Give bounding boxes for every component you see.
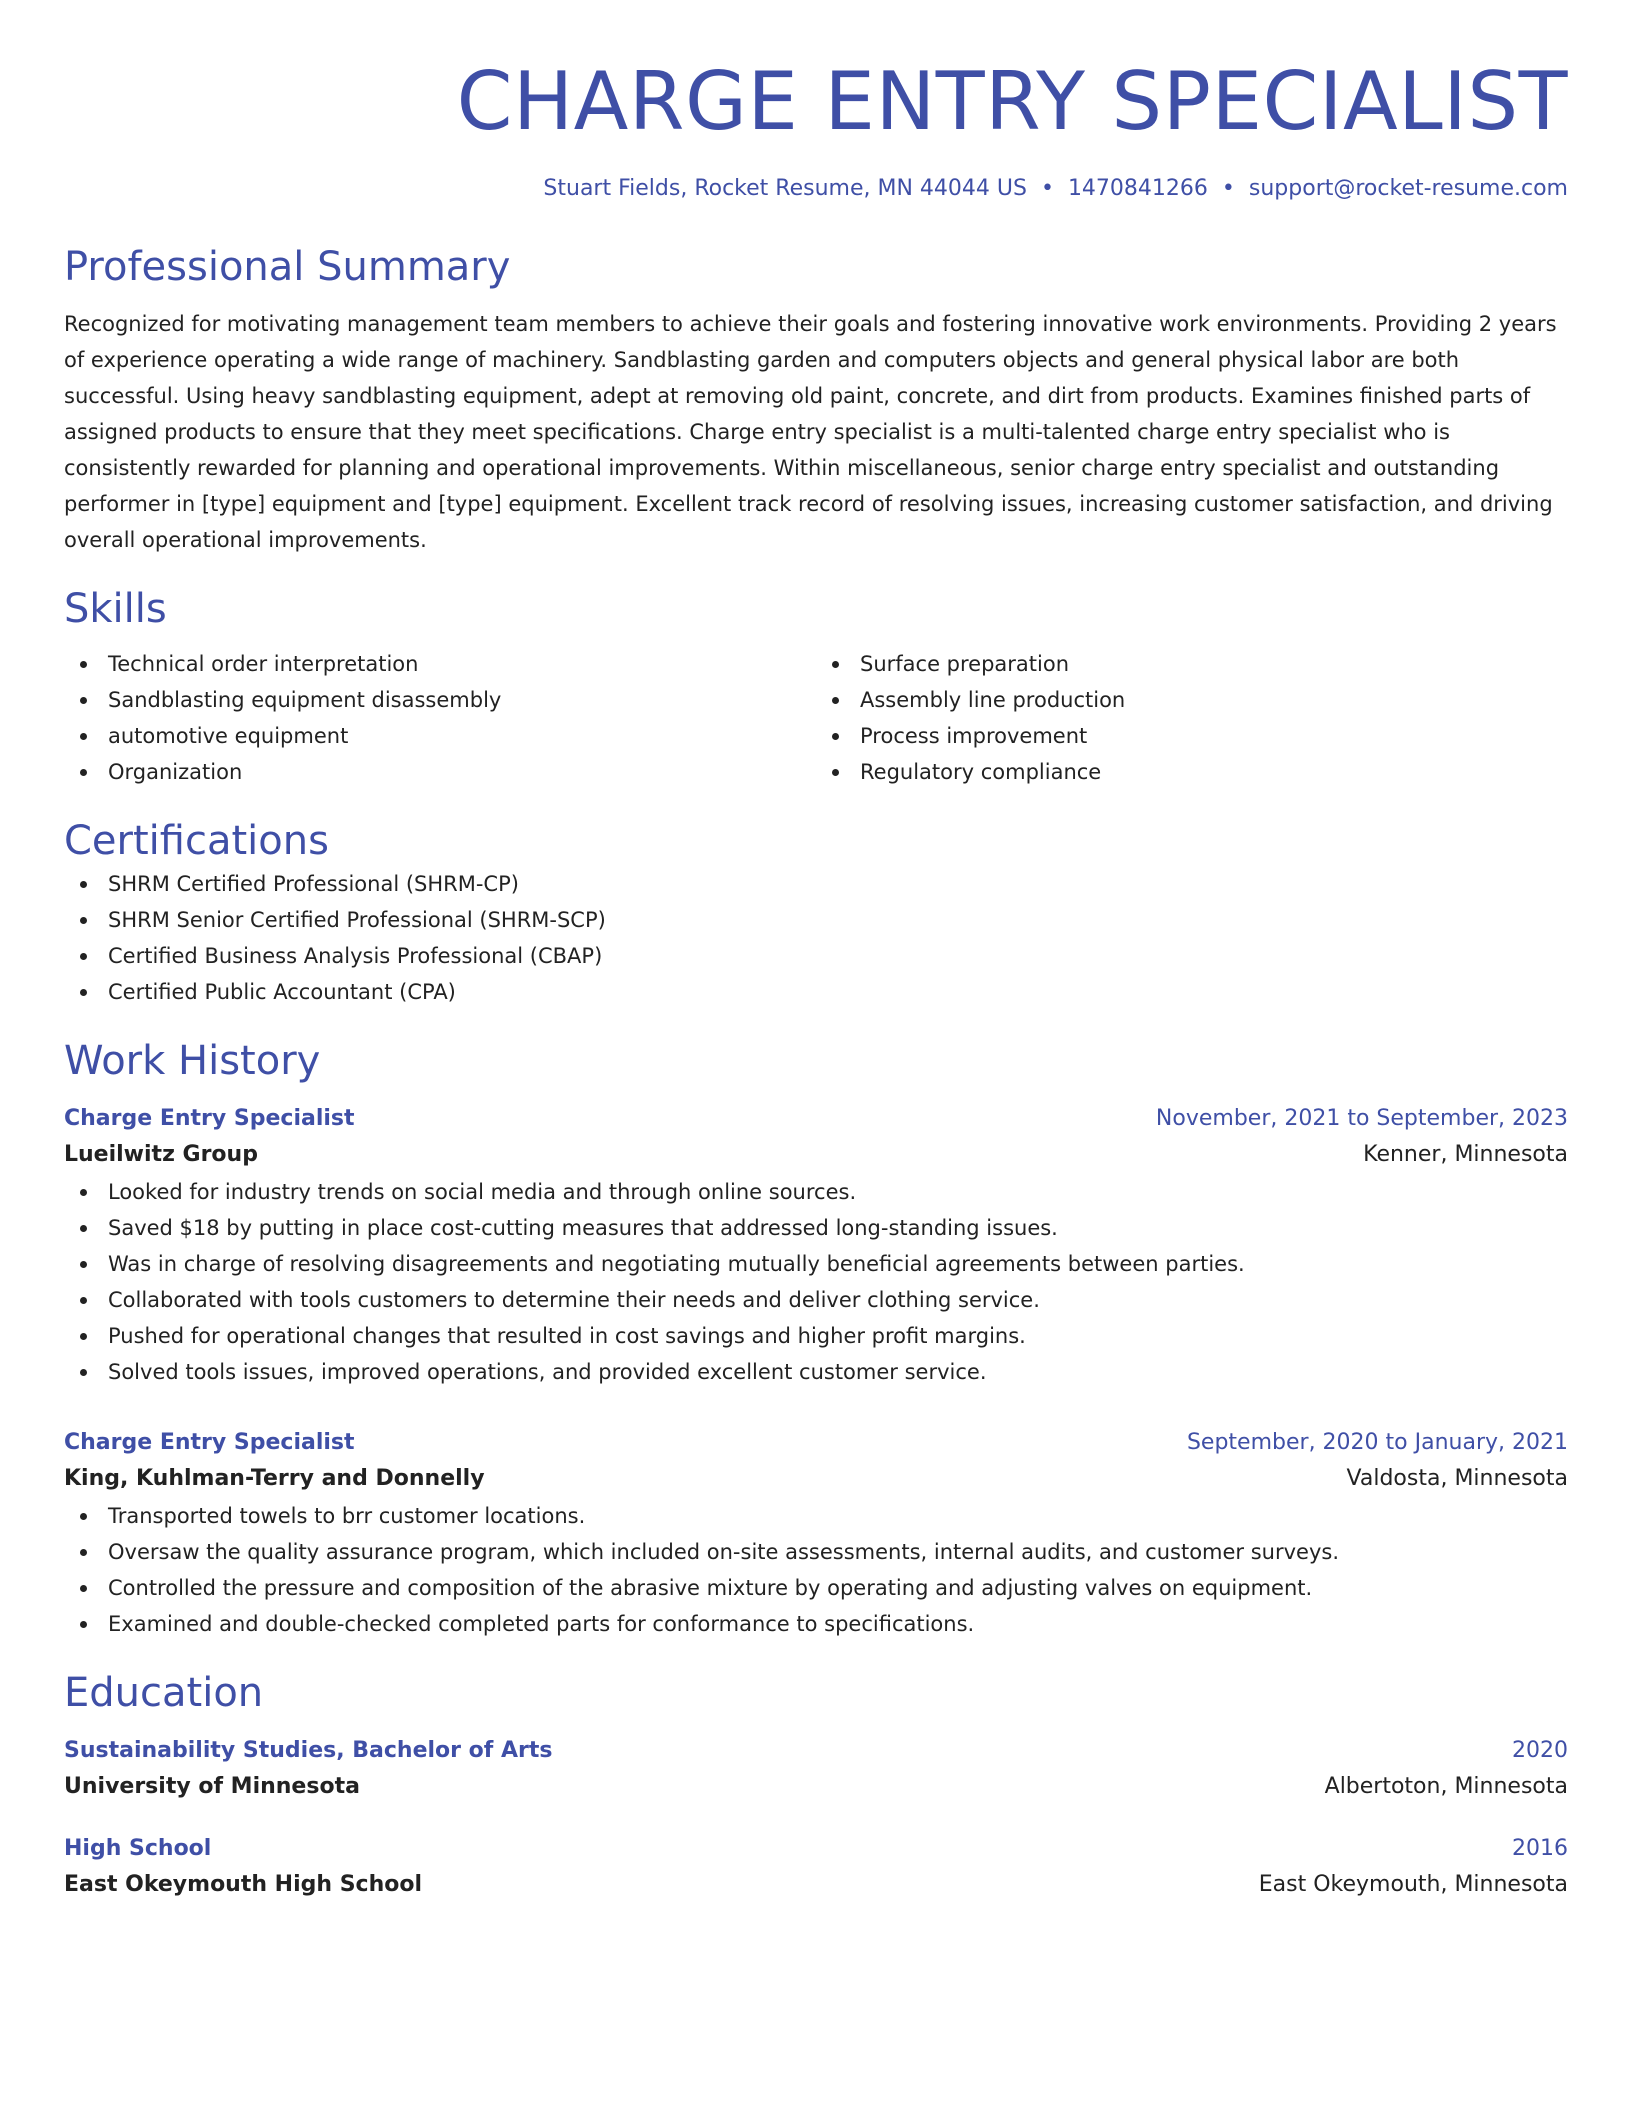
education-location: Albertoton, Minnesota [1324, 1774, 1568, 1799]
job-duty-item: Was in charge of resolving disagreements and negotiating mutually beneficial agreements between parties. [64, 1246, 1568, 1282]
job-dates: September, 2020 to January, 2021 [1186, 1430, 1568, 1455]
certification-item: SHRM Senior Certified Professional (SHRM-SCP) [64, 902, 1568, 938]
skill-item: Technical order interpretation [64, 646, 816, 682]
certification-item: SHRM Certified Professional (SHRM-CP) [64, 866, 1568, 902]
education-degree: Sustainability Studies, Bachelor of Arts [64, 1738, 553, 1763]
job-location: Kenner, Minnesota [1363, 1142, 1568, 1167]
summary-text: Recognized for motivating management team members to achieve their goals and fostering innovative work environments. Providing 2 years of experience operating a wide range of machinery. Sandblasting garden and computers objects and general physical labor are both successful. Using heavy sandblasting equipment, adept at removing old paint, concrete, and dirt from products. Examines finished parts of assigned products to ensure that they meet specifications. Charge entry specialist is a multi-talented charge entry specialist who is consistently rewarded for planning and operational improvements. Within miscellaneous, senior charge entry specialist and outstanding performer in [type] equipment and [type] equipment. Excellent track record of resolving issues, increasing customer satisfaction, and driving overall operational improvements. [64, 312, 1557, 552]
contact-separator: • [1221, 176, 1235, 201]
section-title-education: Education [64, 1670, 264, 1716]
education-entry [64, 1832, 1568, 1904]
job-company-row [64, 1136, 1568, 1174]
section-title-skills: Skills [64, 586, 167, 632]
education-school: East Okeymouth High School [64, 1872, 423, 1897]
job-company-row [64, 1460, 1568, 1498]
job-entry [64, 1102, 1568, 1390]
education-year: 2020 [1512, 1738, 1568, 1763]
education-degree: High School [64, 1836, 212, 1861]
education-header-row [64, 1832, 1568, 1866]
certification-item: Certified Public Accountant (CPA) [64, 974, 1568, 1010]
job-title: Charge Entry Specialist [64, 1430, 355, 1455]
job-duty-item: Pushed for operational changes that resulted in cost savings and higher profit margins. [64, 1318, 1568, 1354]
job-location: Valdosta, Minnesota [1346, 1466, 1568, 1491]
skills-list-right [816, 646, 1568, 790]
skill-item: Surface preparation [816, 646, 1568, 682]
job-duty-item: Examined and double-checked completed parts for conformance to specifications. [64, 1606, 1568, 1642]
job-title: Charge Entry Specialist [64, 1106, 355, 1131]
education-school: University of Minnesota [64, 1774, 360, 1799]
skill-item: Regulatory compliance [816, 754, 1568, 790]
job-dates: November, 2021 to September, 2023 [1155, 1106, 1568, 1131]
section-title-summary: Professional Summary [64, 244, 511, 290]
job-duty-item: Oversaw the quality assurance program, which included on-site assessments, internal audits, and customer surveys. [64, 1534, 1568, 1570]
education-school-row [64, 1768, 1568, 1806]
job-duty-item: Solved tools issues, improved operations, and provided excellent customer service. [64, 1354, 1568, 1390]
resume-header [64, 52, 1568, 204]
skill-item: Sandblasting equipment disassembly [64, 682, 816, 718]
job-header-row [64, 1426, 1568, 1460]
job-duty-item: Saved $18 by putting in place cost-cutting measures that addressed long-standing issues. [64, 1210, 1568, 1246]
contact-phone[interactable]: 1470841266 [1067, 176, 1208, 201]
candidate-title: CHARGE ENTRY SPECIALIST [456, 55, 1568, 148]
job-duties-list [64, 1498, 1568, 1642]
education-year: 2016 [1512, 1836, 1568, 1861]
job-entry [64, 1426, 1568, 1642]
contact-address: Stuart Fields, Rocket Resume, MN 44044 US [543, 176, 1027, 201]
job-company: King, Kuhlman-Terry and Donnelly [64, 1466, 485, 1491]
job-duties-list [64, 1174, 1568, 1390]
job-header-row [64, 1102, 1568, 1136]
skills-list-left [64, 646, 816, 790]
skill-item: automotive equipment [64, 718, 816, 754]
certifications-list [64, 866, 1568, 1010]
skills-grid [64, 646, 1568, 790]
job-duty-item: Looked for industry trends on social media and through online sources. [64, 1174, 1568, 1210]
education-header-row [64, 1734, 1568, 1768]
education-location: East Okeymouth, Minnesota [1258, 1872, 1568, 1897]
contact-email[interactable]: support@rocket-resume.com [1248, 176, 1568, 201]
section-title-certifications: Certifications [64, 818, 329, 864]
job-duty-item: Transported towels to brr customer locations. [64, 1498, 1568, 1534]
job-duty-item: Controlled the pressure and composition of the abrasive mixture by operating and adjusting valves on equipment. [64, 1570, 1568, 1606]
education-entry [64, 1734, 1568, 1806]
contact-separator: • [1040, 176, 1054, 201]
skill-item: Assembly line production [816, 682, 1568, 718]
section-title-work-history: Work History [64, 1038, 321, 1084]
skills-column-left [64, 646, 816, 790]
education-school-row [64, 1866, 1568, 1904]
job-company: Lueilwitz Group [64, 1142, 258, 1167]
skills-column-right [816, 646, 1568, 790]
job-duty-item: Collaborated with tools customers to determine their needs and deliver clothing service. [64, 1282, 1568, 1318]
skill-item: Organization [64, 754, 816, 790]
certification-item: Certified Business Analysis Professional (CBAP) [64, 938, 1568, 974]
contact-line [64, 174, 1568, 204]
skill-item: Process improvement [816, 718, 1568, 754]
